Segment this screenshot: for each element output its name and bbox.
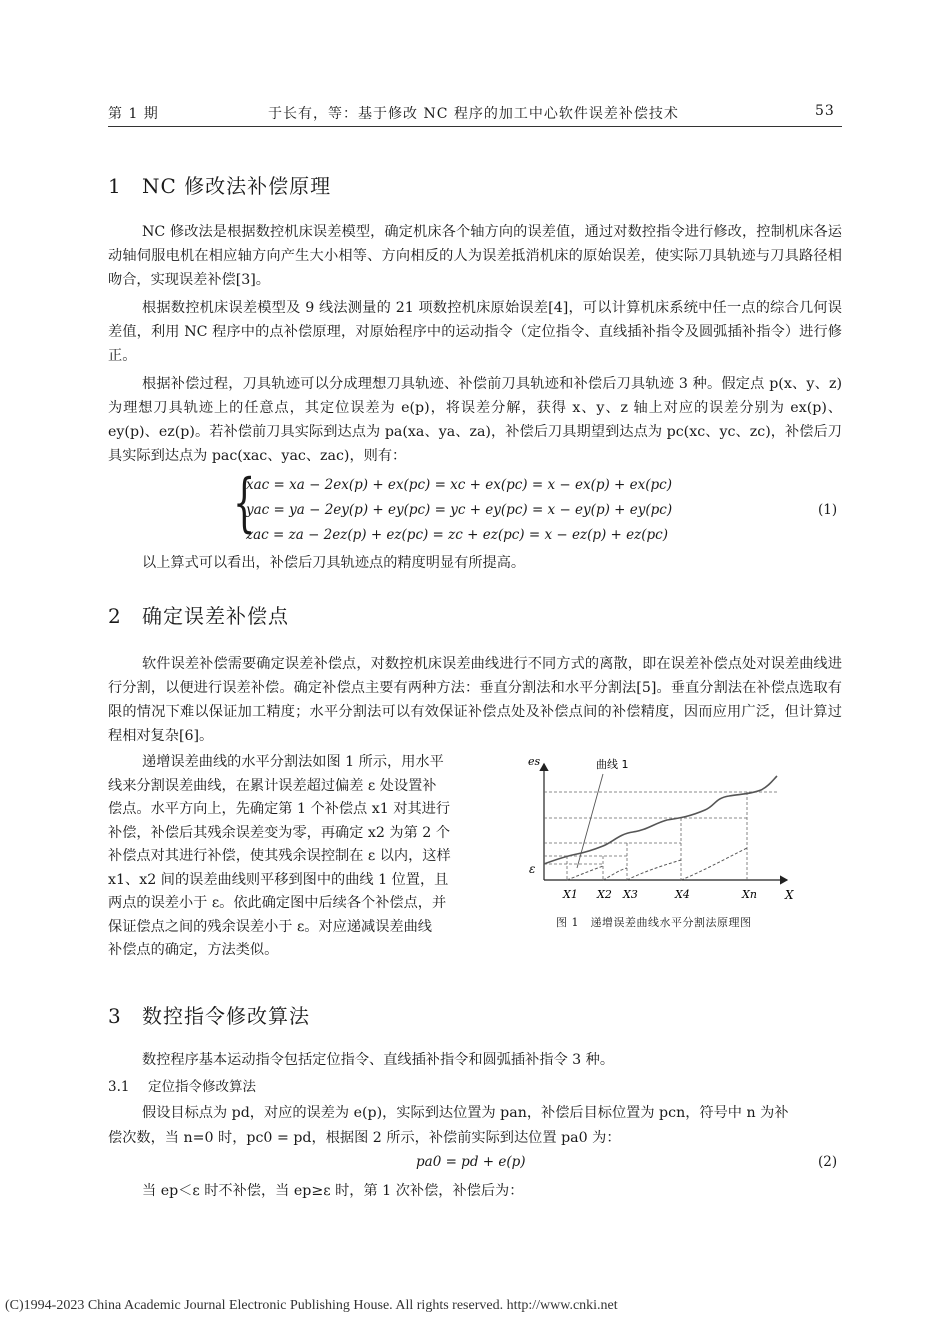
- figure-1-caption: 图 1 递增误差曲线水平分割法原理图: [556, 916, 752, 929]
- section-2-heading: [108, 600, 289, 629]
- y-axis-label: es: [528, 755, 541, 768]
- text-line: 线来分割误差曲线，在累计误差超过偏差 ε 处设置补: [108, 777, 437, 794]
- equation-2: pa0 = pd + e(p): [416, 1154, 526, 1170]
- page-number: 53: [815, 103, 835, 119]
- text-line: 两点的误差小于 ε。依此确定图中后续各个补偿点，并: [108, 895, 447, 911]
- tick-label-x2: X2: [597, 888, 612, 901]
- equation-1-label: (1): [818, 502, 838, 518]
- text-line: 递增误差曲线的水平分割法如图 1 所示，用水平: [142, 754, 444, 770]
- text-line: 补偿点对其进行补偿，使其残余误控制在 ε 以内，这样: [108, 848, 451, 864]
- subsection-3-1-line-1: 假设目标点为 pd，对应的误差为 e(p)，实际到达位置为 pan，补偿后目标位置为 pcn，符号中 n 为补: [142, 1105, 789, 1121]
- section-title: 确定误差补偿点: [142, 604, 289, 628]
- running-header-title: 于长有，等：基于修改 NC 程序的加工中心软件误差补偿技术: [268, 106, 679, 122]
- equation-2-label: (2): [818, 1154, 838, 1170]
- subsection-title: 定位指令修改算法: [148, 1079, 256, 1095]
- section-title: 数控指令修改算法: [142, 1004, 310, 1028]
- section-number: 2: [108, 604, 122, 628]
- section-number: 3: [108, 1004, 122, 1028]
- equation-1-line-1: xac = xa − 2ex(p) + ex(pc) = xc + ex(pc) = x − ex(p) + ex(pc): [246, 477, 672, 493]
- equation-1-line-3: zac = za − 2ez(p) + ez(pc) = zc + ez(pc) = x − ez(p) + ez(pc): [246, 527, 668, 543]
- subsection-3-1-line-3: 当 ep＜ε 时不补偿，当 ep≥ε 时，第 1 次补偿，补偿后为：: [142, 1183, 524, 1199]
- tick-label-xn: Xn: [742, 888, 757, 901]
- header-rule: [108, 126, 842, 127]
- section-1-paragraph-4: 以上算式可以看出，补偿后刀具轨迹点的精度明显有所提高。: [142, 555, 526, 571]
- epsilon-label: ε: [529, 862, 536, 876]
- section-1-heading: [108, 170, 331, 199]
- section-1-paragraph-3: 根据补偿过程，刀具轨迹可以分成理想刀具轨迹、补偿前刀具轨迹和补偿后刀具轨迹 3 种。假定点 p(x、y、z)为理想刀具轨迹上的任意点，其定位误差为 e(p)，将误差分解，获得 x、y、z 轴上对应的误差分别为 ex(p)、ey(p)、ez(p)。若补偿前刀具实际到达点为 pa(xa、ya、za)，补偿后刀具期望到达点为 pc(xc、yc、zc)，补偿后刀具实际到达点为 pac(xac、yac、zac)，则有：: [108, 376, 842, 464]
- subsection-3-1-line-2: 偿次数，当 n=0 时，pc0 = pd，根据图 2 所示，补偿前实际到达位置 pa0 为：: [108, 1130, 621, 1146]
- tick-label-x4: X4: [675, 888, 690, 901]
- equation-brace: {: [233, 466, 256, 540]
- curve-label-pointer: [577, 774, 603, 868]
- section-1-paragraph-2: 根据数控机床误差模型及 9 线法测量的 21 项数控机床原始误差[4]，可以计算机床系统中任一点的综合几何误差值，利用 NC 程序中的点补偿原理，对原始程序中的运动指令（定位指令、直线插补指令及圆弧插补指令）进行修正。: [108, 300, 842, 364]
- text-line: 保证偿点之间的残余误差小于 ε。对应递减误差曲线: [108, 918, 432, 935]
- text-line: 补偿，补偿后其残余误差变为零，再确定 x2 为第 2 个: [108, 824, 451, 841]
- subsection-3-1-heading: [108, 1075, 256, 1095]
- tick-label-x1: X1: [563, 888, 578, 901]
- text-line: 偿点。水平方向上，先确定第 1 个补偿点 x1 对其进行: [108, 801, 451, 817]
- section-title: NC 修改法补偿原理: [142, 174, 332, 198]
- copyright-footer: (C)1994-2023 China Academic Journal Electronic Publishing House. All rights reserved. http://www.cnki.net: [5, 1298, 618, 1313]
- subsection-number: 3.1: [108, 1079, 130, 1095]
- x-axis-label: X: [785, 888, 794, 902]
- equation-1-line-2: yac = ya − 2ey(p) + ey(pc) = yc + ey(pc) = x − ey(p) + ey(pc): [246, 502, 673, 518]
- section-2-paragraph-2: [108, 751, 498, 963]
- section-number: 1: [108, 174, 122, 198]
- tick-label-x3: X3: [623, 888, 638, 901]
- section-2-paragraph-1: 软件误差补偿需要确定误差补偿点，对数控机床误差曲线进行不同方式的离散，即在误差补偿点处对误差曲线进行分割，以便进行误差补偿。确定补偿点主要有两种方法：垂直分割法和水平分割法[5]。垂直分割法在补偿点选取有限的情况下难以保证加工精度；水平分割法可以有效保证补偿点处及补偿点间的补偿精度，因而应用广泛，但计算过程相对复杂[6]。: [108, 656, 842, 744]
- text-line: 补偿点的确定，方法类似。: [108, 942, 279, 958]
- text-line: x1、x2 间的误差曲线则平移到图中的曲线 1 位置，且: [108, 871, 449, 888]
- running-header-issue: 第 1 期: [108, 106, 159, 122]
- figure-1-diagram: [515, 752, 805, 912]
- section-3-heading: [108, 1000, 310, 1029]
- curve-1-label: 曲线 1: [596, 758, 629, 771]
- section-1-paragraph-1: NC 修改法是根据数控机床误差模型，确定机床各个轴方向的误差值，通过对数控指令进行修改，控制机床各运动轴伺服电机在相应轴方向产生大小相等、方向相反的人为误差抵消机床的原始误差，使实际刀具轨迹与刀具路径相吻合，实现误差补偿[3]。: [108, 224, 842, 288]
- section-3-paragraph-1: 数控程序基本运动指令包括定位指令、直线插补指令和圆弧插补指令 3 种。: [142, 1052, 615, 1068]
